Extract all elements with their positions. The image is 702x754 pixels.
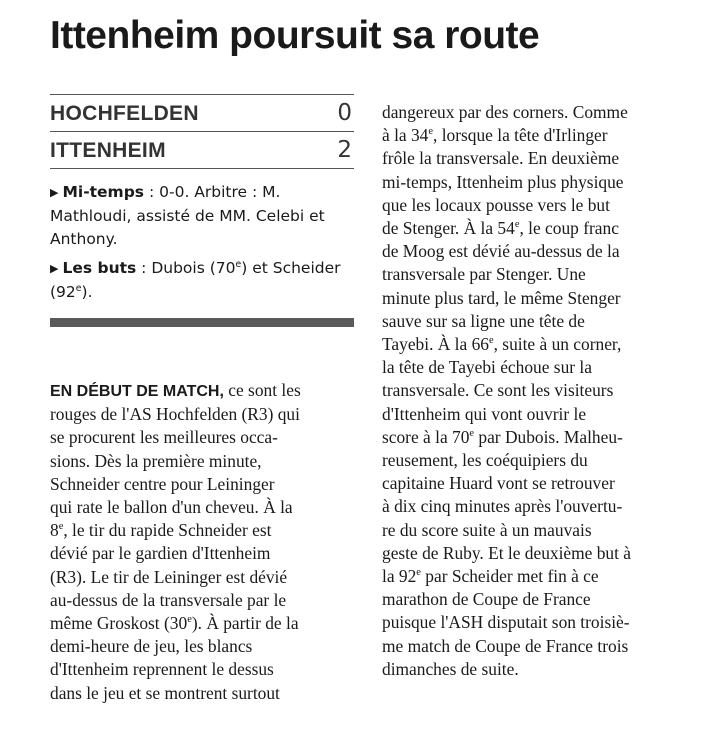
halftime-label: Mi-temps (62, 183, 145, 201)
article-text-col1 (50, 379, 362, 705)
home-score: 0 (337, 100, 352, 126)
goals-text: : Dubois (70e) et Scheider (92e). (50, 258, 341, 301)
article-col1-body: ce sont les rouges de l'AS Hochfelden (R3) qui se procurent les meilleures occa- sions. Dès la première minute, Schneider centre pour Leininger qui rate le ballon d'un cheveu. À la 8e, le tir du rapide Schneider est dévié par le gardien d'Ittenheim (R3). Le tir de Leininger est dévié au-dessus de la transversale par le même Groskost (30e). À partir de la demi-heure de jeu, les blancs d'Ittenheim reprennent le dessus dans le jeu et se montrent surtout (50, 380, 301, 703)
article-col2-body: dangereux par des corners. Comme à la 34e, lorsque la tête d'Irlinger frôle la transversale. En deuxième mi-temps, Ittenheim plus physique que les locaux pousse vers le but de Stenger. À la 54e, le coup franc de Moog est dévié au-dessus de la transversale par Stenger. Une minute plus tard, le même Stenger sauve sur sa ligne une tête de Tayebi. À la 66e, suite à un corner, la tête de Tayebi échoue sur la transversale. Ce sont les visiteurs d'Ittenheim qui vont ouvrir le score à la 70e par Dubois. Malheu- reusement, les coéquipiers du capitaine Huard vont se retrouver à dix cinq minutes après l'ouvertu- re du score suite à un mauvais geste de Ruby. Et le deuxième but à la 92e par Scheider met fin à ce marathon de Coupe de France puisque l'ASH disputait son troisiè- me match de Coupe de France trois dimanches de suite. (382, 102, 632, 679)
match-summary (50, 94, 354, 327)
score-row-away (50, 132, 354, 168)
article-lead: EN DÉBUT DE MATCH, (50, 383, 224, 400)
halftime-text: : 0-0. Arbitre : M. Mathloudi, assisté de MM. Celebi et Anthony. (50, 183, 325, 248)
article-column-2 (382, 101, 700, 681)
away-team: ITTENHEIM (50, 139, 166, 162)
article-column-1 (50, 379, 362, 705)
triangle-bullet-icon: ▶ (50, 262, 59, 275)
goals-label: Les buts (62, 259, 137, 277)
match-info (50, 181, 354, 304)
triangle-bullet-icon: ▶ (50, 186, 59, 199)
halftime-info (50, 181, 354, 251)
separator-bar (50, 318, 354, 327)
home-team: HOCHFELDEN (50, 102, 199, 125)
headline: Ittenheim poursuit sa route (50, 14, 540, 57)
away-score: 2 (337, 137, 352, 163)
score-row-home (50, 95, 354, 131)
goals-info (50, 257, 354, 304)
